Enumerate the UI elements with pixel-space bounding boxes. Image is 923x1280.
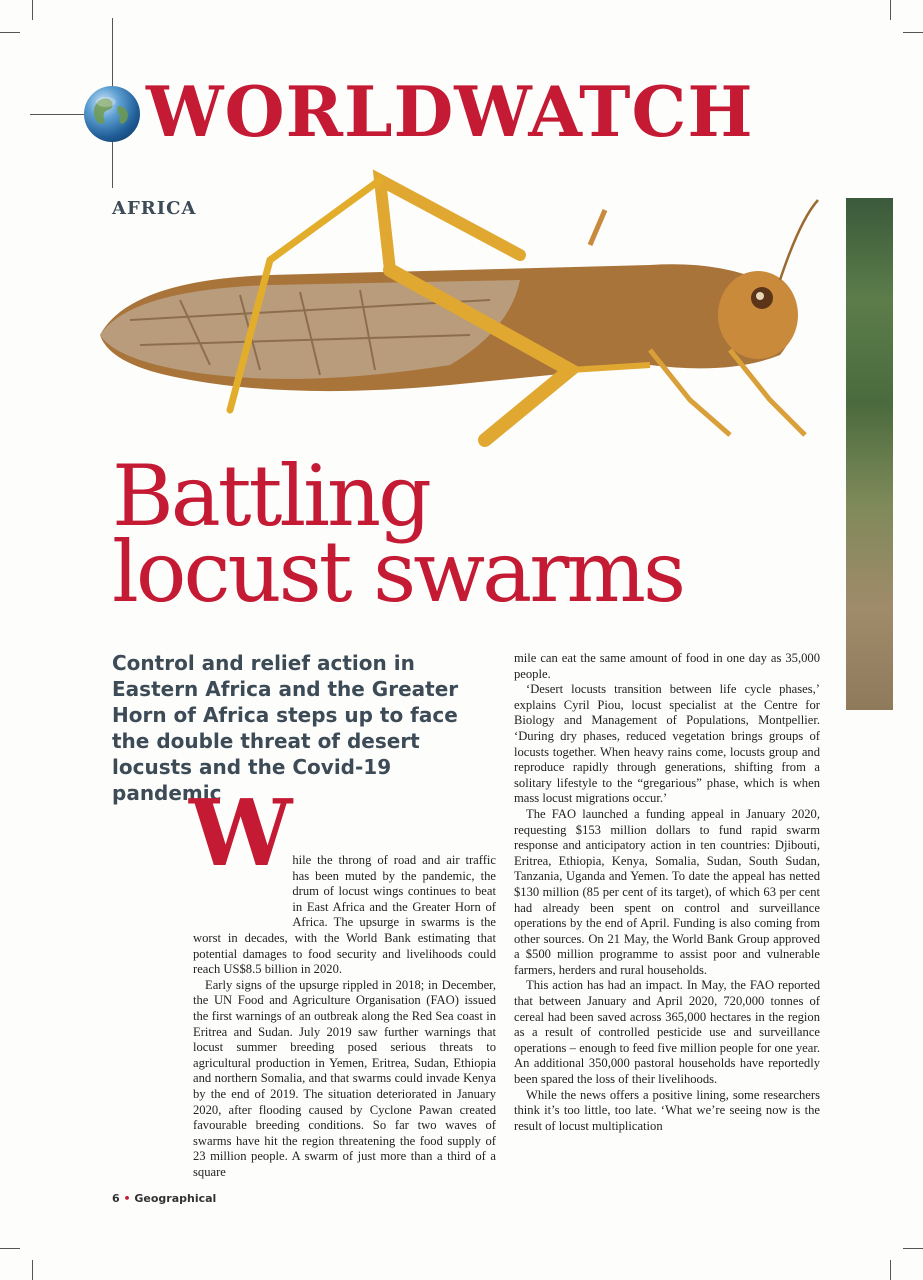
drop-cap: W	[189, 779, 293, 887]
globe-icon	[84, 86, 140, 142]
magazine-name: Geographical	[134, 1192, 217, 1205]
article-headline	[112, 447, 684, 621]
folio-separator: •	[123, 1192, 131, 1205]
paragraph	[189, 779, 496, 977]
paragraph: mile can eat the same amount of food in one day as 35,000 people.	[514, 651, 820, 681]
crop-mark	[32, 1260, 33, 1280]
crop-mark	[0, 32, 20, 33]
locust-photo	[90, 150, 830, 460]
standfirst: Control and relief action in Eastern Africa and the Greater Horn of Africa steps up to face the double threat of desert locusts and the Covid-19 pandemic	[112, 651, 459, 805]
crop-mark	[903, 1248, 923, 1249]
headline-line: locust swarms	[112, 523, 684, 621]
crop-mark	[890, 0, 891, 20]
paragraph: Early signs of the upsurge rippled in 2018; in December, the UN Food and Agriculture Organisation (FAO) issued the first warnings of an outbreak along the Red Sea coast in Eritrea and Sudan. July 2019 saw further warnings that locust summer breeding posed serious threats to agricultural production in Yemen, Eritrea, Sudan, Ethiopia and northern Somalia, and that swarms could invade Kenya by the end of 2019. The situation deteriorated in January 2020, after flooding caused by Cyclone Pawan created favourable breeding conditions. So far two waves of swarms have hit the region threatening the food supply of 23 million people. A swarm of just more than a third of a square	[193, 977, 496, 1179]
region-label: AFRICA	[112, 198, 197, 219]
headline-line: Battling	[112, 447, 429, 545]
body-column-2	[514, 651, 820, 1134]
page-number: 6	[112, 1192, 120, 1205]
section-title: WORLDWATCH	[146, 72, 754, 153]
crop-mark	[903, 32, 923, 33]
crop-mark	[0, 1248, 20, 1249]
paragraph: While the news offers a positive lining, some researchers think it’s too little, too late. ‘What we’re seeing now is the result of locust multiplication	[514, 1087, 820, 1133]
crop-mark	[890, 1260, 891, 1280]
paragraph-text: hile the throng of road and air traffic has been muted by the pandemic, the drum of locust wings continues to beat in East Africa and the Greater Horn of Africa. The upsurge in swarms is the worst in decades, with the World Bank estimating that potential damages to food security and livelihoods could reach US$8.5 billion in 2020.	[193, 853, 496, 977]
page-footer	[112, 1192, 216, 1205]
crop-mark	[32, 0, 33, 20]
body-column-1	[189, 779, 496, 1180]
paragraph: The FAO launched a funding appeal in January 2020, requesting $153 million dollars to fund rapid swarm response and anticipatory action in ten countries: Djibouti, Eritrea, Ethiopia, Kenya, Somalia, Sudan, South Sudan, Tanzania, Uganda and Yemen. To date the appeal has netted $130 million (85 per cent of its target), of which 63 per cent had already been spent on control and surveillance operations by the end of April. Funding is also coming from other sources. On 21 May, the World Bank Group approved a $500 million programme to assist poor and vulnerable farmers, herders and rural households.	[514, 806, 820, 977]
swarm-photo	[846, 198, 893, 710]
paragraph: ‘Desert locusts transition between life cycle phases,’ explains Cyril Piou, locust specialist at the Centre for Biology and Management of Populations, Montpellier. ‘During dry phases, reduced vegetation brings groups of locusts together. When heavy rains come, locusts group and reproduce rapidly through generations, shifting from a solitary lifestyle to the “gregarious” phase, which is when mass locust migrations occur.’	[514, 682, 820, 806]
paragraph: This action has had an impact. In May, the FAO reported that between January and April 2020, 720,000 tonnes of cereal had been saved across 365,000 hectares in the region as a result of controlled pesticide use and surveillance operations – enough to feed five million people for one year. An additional 350,000 pastoral households have reportedly been spared the loss of their livelihoods.	[514, 978, 820, 1087]
registration-line	[30, 114, 90, 115]
